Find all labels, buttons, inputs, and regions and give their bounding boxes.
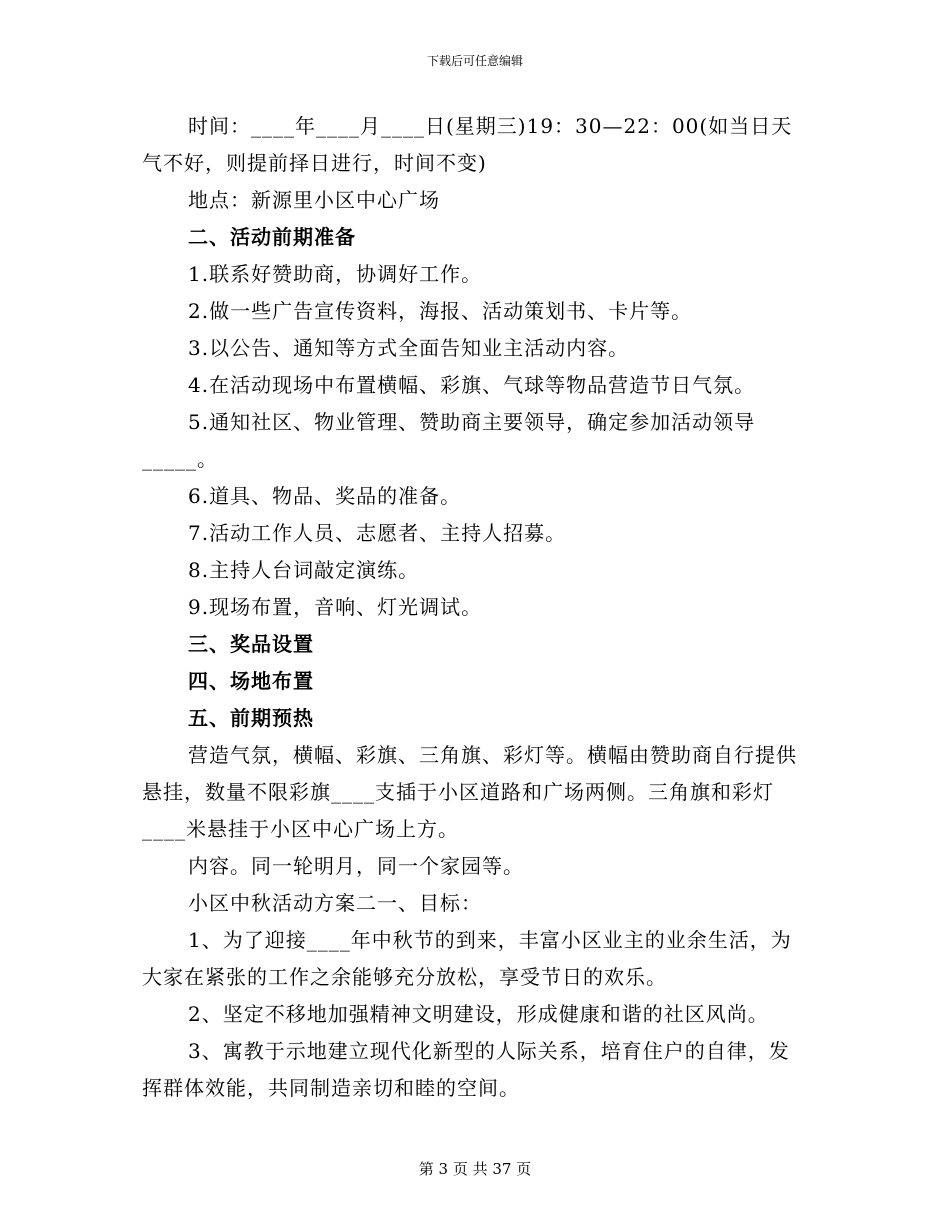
list-item: 1.联系好赞助商，协调好工作。 <box>188 262 483 286</box>
paragraph-atmosphere: 营造气氛，横幅、彩旗、三角旗、彩灯等。横幅由赞助商自行提供悬挂，数量不限彩旗____支插于小区道路和广场两侧。三角旗和彩灯____米悬挂于小区中心广场上方。 <box>142 743 797 841</box>
paragraph-plan-two-title: 小区中秋活动方案二一、目标： <box>188 891 482 915</box>
page-header-note: 下载后可任意编辑 <box>426 54 523 68</box>
goal-item: 1、为了迎接____年中秋节的到来，丰富小区业主的业余生活，为大家在紧张的工作之余能够充分放松，享受节日的欢乐。 <box>142 928 792 989</box>
section-heading-preparation: 二、活动前期准备 <box>188 225 356 249</box>
list-item: 2.做一些广告宣传资料，海报、活动策划书、卡片等。 <box>188 299 693 323</box>
list-item: 3.以公告、通知等方式全面告知业主活动内容。 <box>188 336 630 360</box>
section-heading-prizes: 三、奖品设置 <box>188 632 314 656</box>
list-item: 7.活动工作人员、志愿者、主持人招募。 <box>188 521 567 545</box>
paragraph-content: 内容。同一轮明月，同一个家园等。 <box>188 854 524 878</box>
page-number: 第 3 页 共 37 页 <box>418 1160 532 1178</box>
paragraph-location: 地点：新源里小区中心广场 <box>188 188 440 212</box>
document-body <box>142 108 810 1107</box>
goal-item: 2、坚定不移地加强精神文明建设，形成健康和谐的社区风尚。 <box>188 1002 769 1026</box>
goal-item: 3、寓教于示地建立现代化新型的人际关系，培育住户的自律，发挥群体效能，共同制造亲切和睦的空间。 <box>142 1039 790 1100</box>
paragraph-time: 时间：____年____月____日(星期三)19：30—22：00(如当日天气不好，则提前择日进行，时间不变) <box>142 114 793 175</box>
list-item: 9.现场布置，音响、灯光调试。 <box>188 595 483 619</box>
list-item: 8.主持人台词敲定演练。 <box>188 558 420 582</box>
section-heading-venue: 四、场地布置 <box>188 669 314 693</box>
section-heading-warmup: 五、前期预热 <box>188 706 314 730</box>
list-item: 6.道具、物品、奖品的准备。 <box>188 484 462 508</box>
list-item: 4.在活动现场中布置横幅、彩旗、气球等物品营造节日气氛。 <box>188 373 756 397</box>
list-item: 5.通知社区、物业管理、赞助商主要领导，确定参加活动领导_____。 <box>142 410 756 471</box>
